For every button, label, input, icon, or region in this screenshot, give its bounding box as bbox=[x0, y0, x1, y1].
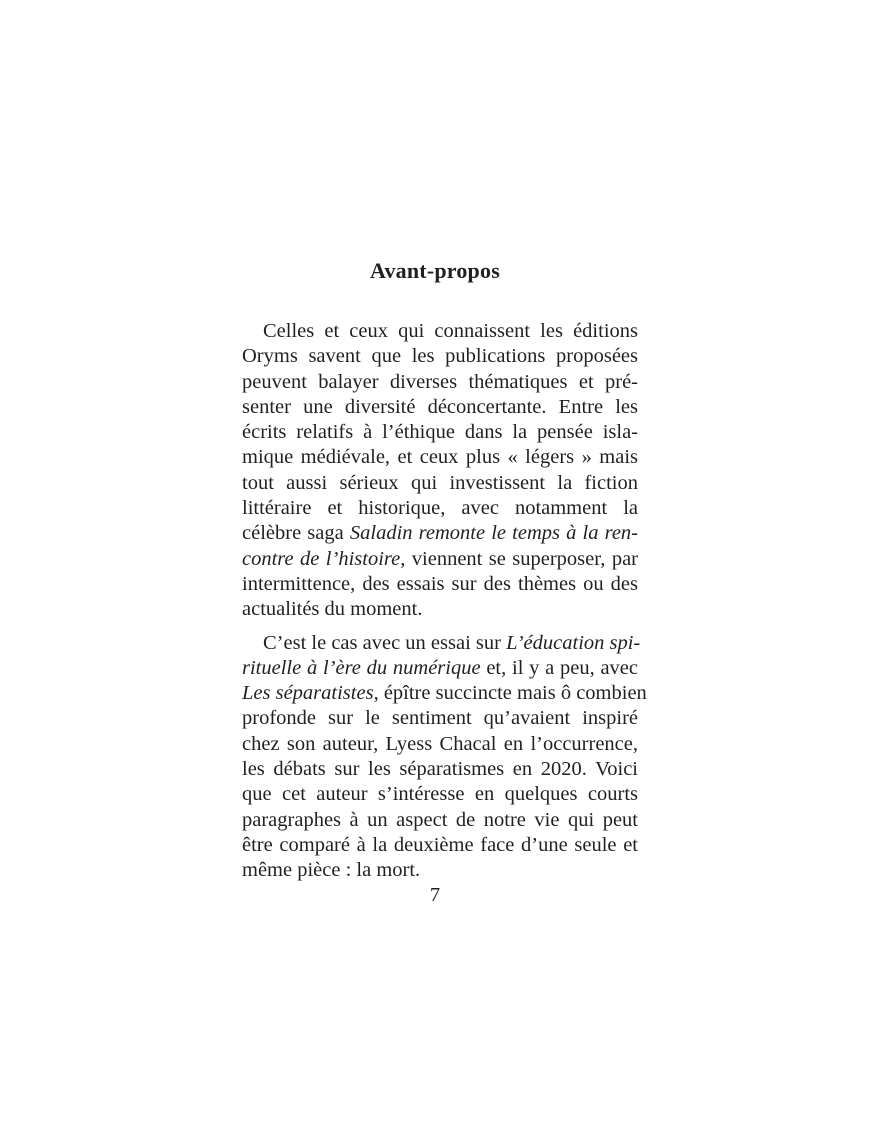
text-segment: C’est le cas avec un essai sur bbox=[263, 631, 507, 654]
text-segment: , viennent se superposer, par bbox=[400, 547, 638, 570]
paragraph bbox=[242, 631, 647, 884]
text-segment: peuvent balayer diverses thématiques et pré- bbox=[242, 370, 638, 393]
text-segment: paragraphes à un aspect de notre vie qui peut bbox=[242, 808, 638, 831]
text-line bbox=[242, 572, 638, 597]
text-line bbox=[242, 808, 638, 833]
text-segment: chez son auteur, Lyess Chacal en l’occurrence, bbox=[242, 732, 638, 755]
text-segment: actualités du moment. bbox=[242, 598, 423, 621]
book-title-italic: contre de l’histoire bbox=[242, 547, 401, 570]
text-line bbox=[242, 395, 638, 420]
text-segment: même pièce : la mort. bbox=[242, 859, 421, 882]
text-line bbox=[242, 445, 638, 470]
text-line bbox=[242, 547, 638, 572]
text-segment: les débats sur les séparatismes en 2020. Voici bbox=[242, 758, 638, 781]
text-line bbox=[242, 681, 647, 706]
text-segment: et, il y a peu, avec bbox=[480, 656, 638, 679]
text-segment: mique médiévale, et ceux plus « légers » mais bbox=[242, 446, 638, 469]
text-line bbox=[242, 420, 638, 445]
book-title-italic: Les séparatistes bbox=[242, 682, 374, 705]
text-line bbox=[242, 833, 638, 858]
text-line bbox=[242, 597, 638, 622]
text-line bbox=[242, 521, 638, 546]
text-segment: Oryms savent que les publications proposées bbox=[242, 345, 638, 368]
text-line bbox=[242, 732, 638, 757]
text-line bbox=[242, 757, 638, 782]
text-segment: écrits relatifs à l’éthique dans la pensée isla- bbox=[242, 421, 638, 444]
text-line bbox=[242, 706, 638, 731]
text-line bbox=[242, 319, 638, 344]
text-segment: que cet auteur s’intéresse en quelques courts bbox=[242, 783, 638, 806]
page-title: Avant-propos bbox=[370, 258, 500, 283]
text-segment: profonde sur le sentiment qu’avaient inspiré bbox=[242, 707, 638, 730]
text-segment: intermittence, des essais sur des thèmes ou des bbox=[242, 572, 638, 595]
text-segment: tout aussi sérieux qui investissent la fiction bbox=[242, 471, 638, 494]
book-title-italic: L’éducation spi- bbox=[506, 631, 641, 654]
text-line bbox=[242, 370, 638, 395]
text-line bbox=[242, 471, 638, 496]
text-segment: Celles et ceux qui connaissent les éditions bbox=[263, 320, 638, 342]
text-segment: senter une diversité déconcertante. Entre les bbox=[242, 395, 638, 418]
text-line bbox=[242, 858, 638, 883]
body-text bbox=[242, 319, 647, 884]
text-segment: littéraire et historique, avec notamment la bbox=[242, 497, 638, 520]
text-segment: être comparé à la deuxième face d’une seule et bbox=[242, 833, 638, 856]
book-title-italic: rituelle à l’ère du numérique bbox=[242, 656, 481, 679]
text-segment: , épître succincte mais ô combien bbox=[373, 682, 647, 705]
book-title-italic: Saladin remonte le temps à la ren- bbox=[349, 522, 639, 545]
paragraph-gap bbox=[242, 623, 638, 631]
paragraph bbox=[242, 319, 638, 623]
text-segment: célèbre saga bbox=[242, 522, 350, 545]
text-line bbox=[242, 496, 638, 521]
text-line bbox=[242, 631, 641, 656]
text-line bbox=[242, 656, 638, 681]
page-number: 7 bbox=[429, 884, 441, 906]
text-line bbox=[242, 782, 638, 807]
text-line bbox=[242, 344, 638, 369]
